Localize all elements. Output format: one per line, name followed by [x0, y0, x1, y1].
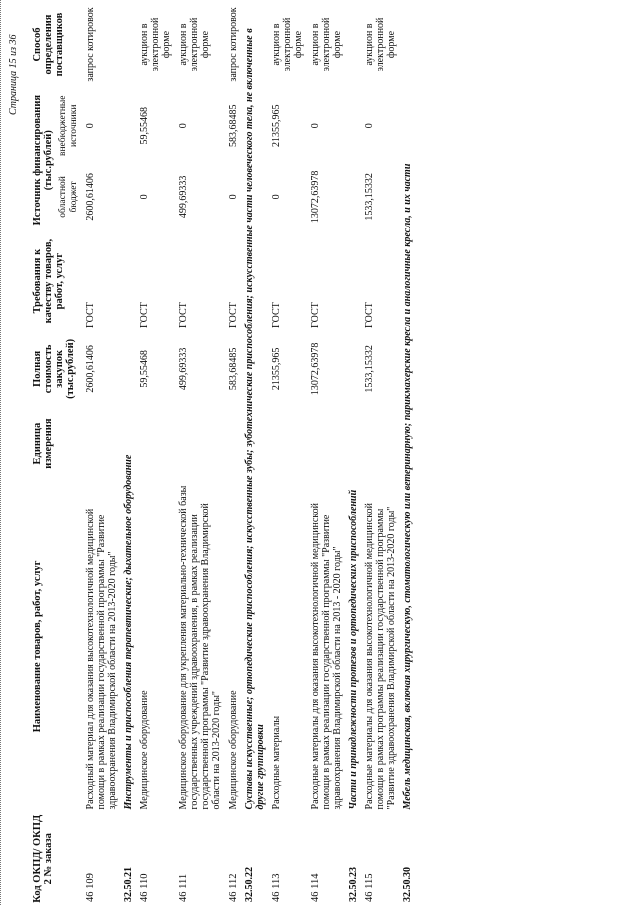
section-title: Части и принадлежности протезов и ортопедических приспособлений [348, 489, 359, 810]
item-name: Расходные материалы [271, 715, 282, 810]
order-code: 46 113 [271, 873, 282, 902]
item-extrabudget: 0 [178, 123, 189, 129]
item-requirements: ГОСТ [271, 302, 282, 328]
item-unit [82, 407, 121, 481]
item-method: запрос котировок [228, 7, 239, 82]
section-row [346, 0, 361, 905]
item-unit [268, 407, 307, 481]
table-row [268, 0, 307, 905]
section-code: 32.50.23 [348, 867, 359, 902]
item-method: аукцион в электронной форме [364, 17, 397, 72]
header-row [30, 0, 56, 905]
item-name: Медицинское оборудование для укрепления материально-технической базы государственных учреждений здравоохранения, в рамках реализации государственной программы "Развитие здравоохранения Владимирской области на 2013-2020 годы" [178, 485, 222, 810]
item-extrabudget: 583,68485 [228, 104, 239, 148]
header-financing: Источник финансирования (тыс.рублей) [32, 94, 54, 226]
page-footer: Страница 15 из 36 [8, 34, 19, 115]
item-regional: 499,69333 [178, 175, 189, 219]
header-method: Способ определения поставщиков [32, 12, 65, 77]
item-method: аукцион в электронной форме [271, 17, 304, 72]
item-extrabudget: 59,55468 [139, 107, 150, 145]
item-name: Медицинское оборудование [228, 690, 239, 810]
procurement-table [30, 0, 415, 905]
item-regional: 0 [228, 194, 239, 200]
table-body [82, 0, 415, 905]
order-code: 46 115 [364, 873, 375, 902]
section-row [121, 0, 136, 905]
item-unit [225, 407, 242, 481]
table-row [307, 0, 346, 905]
section-code: 32.50.22 [244, 867, 255, 902]
scan-edge [0, 0, 2, 905]
item-requirements: ГОСТ [85, 302, 96, 328]
order-code: 46 110 [139, 873, 150, 902]
item-cost: 59,55468 [139, 350, 150, 388]
item-unit [136, 407, 175, 481]
item-name: Расходные материалы для оказания высокотехнологичной медицинской помощи в рамках программы реализации государственной программы "Развитие здравоохранения Владимирской области на 2013-2020 годы" [364, 502, 397, 810]
section-code: 32.50.30 [402, 867, 413, 902]
table-row [136, 0, 175, 905]
item-method: аукцион в электронной форме [178, 17, 211, 72]
item-requirements: ГОСТ [364, 302, 375, 328]
item-extrabudget: 0 [364, 123, 375, 129]
section-title: Инструменты и приспособления терапевтические; дыхательное оборудование [123, 454, 134, 810]
section-row [400, 0, 415, 905]
item-regional: 1533,15332 [364, 173, 375, 221]
order-code: 46 109 [85, 873, 96, 902]
item-requirements: ГОСТ [178, 302, 189, 328]
header-cost: Полная стоимость закупок (тыс.рублей) [32, 338, 76, 399]
item-unit [361, 407, 400, 481]
header-name: Наименование товаров, работ, услуг [32, 560, 43, 733]
section-title: Суставы искусственные; ортопедические приспособления; искусственные зубы; зуботехнические приспособления; искусственные части человеческого тела, не включенные в другие группировки [244, 28, 266, 810]
item-regional: 0 [139, 194, 150, 200]
item-regional: 0 [271, 194, 282, 200]
item-extrabudget: 0 [310, 123, 321, 129]
item-name: Расходный материал для оказания высокотехнологичной медицинской помощи в рамках реализации государственной программы "Развитие здравоохранения Владимирской области на 2013-2020 годы" [85, 508, 118, 810]
table-row [82, 0, 121, 905]
section-row [242, 0, 268, 905]
order-code: 46 111 [178, 873, 189, 902]
table-row [361, 0, 400, 905]
section-code: 32.50.21 [123, 867, 134, 902]
item-cost: 13072,63978 [310, 342, 321, 396]
header-extrabudget: внебюджетные источники [58, 95, 79, 157]
header-unit: Единица измерения [32, 418, 54, 469]
item-cost: 1533,15332 [364, 345, 375, 393]
item-method: запрос котировок [85, 7, 96, 82]
item-extrabudget: 21355,965 [271, 104, 282, 148]
table-row [225, 0, 242, 905]
item-cost: 2600,61406 [85, 345, 96, 393]
section-title: Мебель медицинская, включая хирургическую, стоматологическую или ветеринарную; парикмахерские кресла и аналогичные кресла, и их части [402, 163, 413, 810]
item-cost: 21355,965 [271, 347, 282, 391]
item-requirements: ГОСТ [139, 302, 150, 328]
item-method: аукцион в электронной форме [139, 17, 172, 72]
item-regional: 13072,63978 [310, 170, 321, 224]
item-cost: 583,68485 [228, 347, 239, 391]
item-unit [307, 407, 346, 481]
item-regional: 2600,61406 [85, 173, 96, 221]
item-name: Медицинское оборудование [139, 690, 150, 810]
header-regional: областной бюджет [58, 176, 79, 218]
header-code: Код ОКПД/ ОКПД 2 № заказа [32, 814, 54, 903]
order-code: 46 112 [228, 873, 239, 902]
table-row [175, 0, 225, 905]
item-requirements: ГОСТ [228, 302, 239, 328]
header-requirements: Требования к качеству товаров, работ, услуг [32, 238, 65, 324]
order-code: 46 114 [310, 873, 321, 902]
item-cost: 499,69333 [178, 347, 189, 391]
item-method: аукцион в электронной форме [310, 17, 343, 72]
item-requirements: ГОСТ [310, 302, 321, 328]
item-extrabudget: 0 [85, 123, 96, 129]
item-unit [175, 407, 225, 481]
item-name: Расходные материалы для оказания высокотехнологичной медицинской помощи в рамках реализации государственной программы "Развитие здравоохранения Владимирской области на 2013 - 2020 годы" [310, 502, 343, 810]
